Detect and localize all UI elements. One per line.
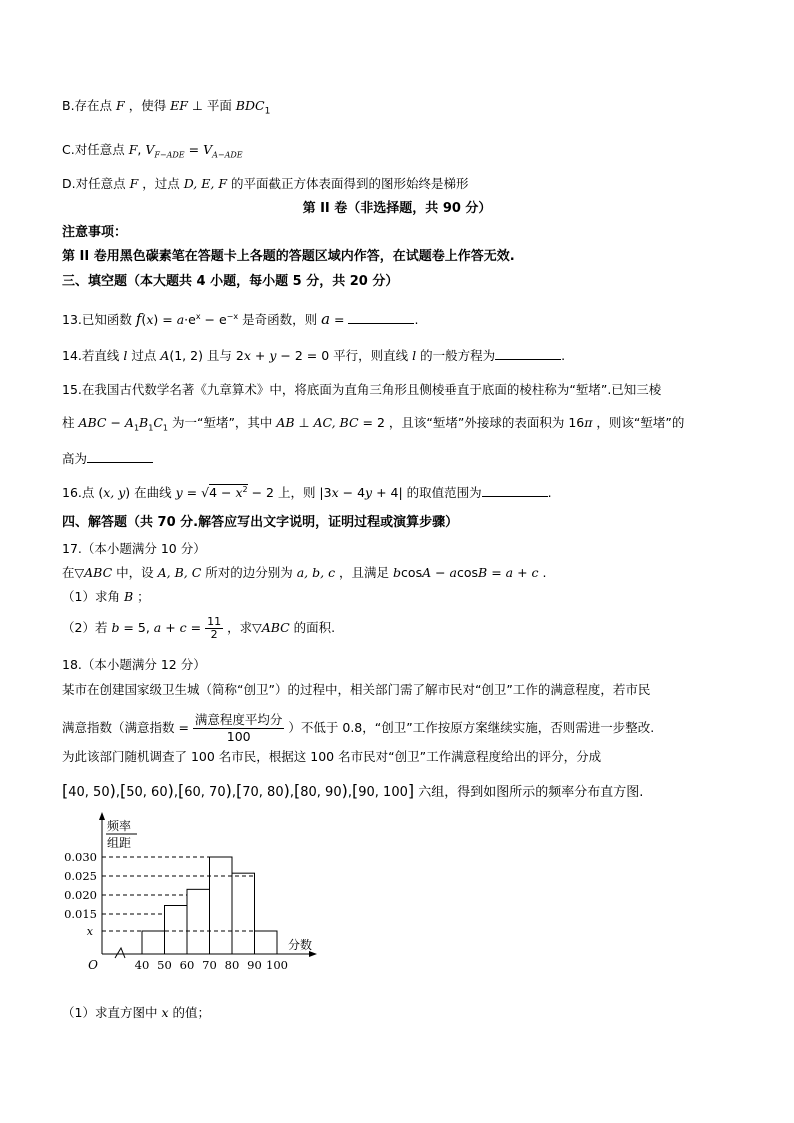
notice-body: 第 II 卷用黑色碳素笔在答题卡上各题的答题区域内作答，在试题卷上作答无效. bbox=[62, 249, 515, 264]
question-16: 16.点 (x, y) 在曲线 $y = √4 - x^2 - 2$ 上，则 |3x − 4y + 4| 的取值范围为 . bbox=[62, 485, 552, 501]
question-17-part2: （2）若 b = 5, a + c = $\frac{11}{2}$ ，求▽ABC 的面积. bbox=[62, 615, 336, 641]
question-18-part1: （1）求直方图中 x 的值； bbox=[62, 1005, 210, 1020]
x-tick-label: 90 bbox=[247, 958, 262, 972]
chart-bars bbox=[142, 857, 277, 954]
y-tick-label: 0.020 bbox=[64, 888, 97, 902]
section4-title: 四、解答题（共 70 分.解答应写出文字说明，证明过程或演算步骤） bbox=[62, 515, 459, 530]
histogram-bar-[90,100] bbox=[255, 931, 278, 954]
option-c: C.对任意点 F, $V_{F-ADE} = V_{A-ADE}$ bbox=[62, 142, 243, 160]
axis-break-mark bbox=[115, 948, 125, 958]
x-tick-label: 50 bbox=[157, 958, 172, 972]
y-axis-arrow bbox=[99, 812, 105, 820]
histogram-bar-[40,50) bbox=[142, 931, 165, 954]
x-tick-label: 80 bbox=[224, 958, 240, 972]
notice-title: 注意事项： bbox=[62, 225, 128, 240]
chart-guides bbox=[102, 857, 277, 931]
part2-title: 第 II 卷（非选择题，共 90 分） bbox=[302, 201, 492, 216]
x-tick-label: 60 bbox=[179, 958, 195, 972]
question-13: 13.已知函数 $f(x) = a\cdot e^x - e^{-x}$ 是奇函数，则 a = . bbox=[62, 310, 419, 329]
histogram-bar-[60,70) bbox=[187, 889, 210, 954]
chart-labels bbox=[64, 818, 312, 972]
y-axis-label-top: 频率 bbox=[107, 819, 132, 833]
y-tick-label: 0.025 bbox=[64, 869, 97, 883]
question-18-body3: 为此该部门随机调查了 100 名市民，根据这 100 名市民对“创卫”工作满意程度给出的评分，分成 bbox=[62, 749, 602, 764]
question-15-line2: 柱 ABC − $A_1B_1C_1$ 为一“堑堵”，其中 AB ⊥ AC, BC = 2 ，且该“堑堵”外接球的表面积为 16π ，则该“堑堵”的 bbox=[62, 415, 685, 433]
question-14: 14.若直线 l 过点 A(1, 2) 且与 2x + y − 2 = 0 平行，则直线 l 的一般方程为 . bbox=[62, 348, 566, 363]
question-18-header: 18.（本小题满分 12 分） bbox=[62, 657, 206, 672]
origin-label: O bbox=[88, 958, 98, 972]
question-17-part1: （1）求角 B ； bbox=[62, 589, 150, 604]
y-tick-label: 0.030 bbox=[64, 850, 97, 864]
x-axis-label: 分数 bbox=[288, 938, 313, 952]
frequency-histogram bbox=[55, 812, 335, 997]
question-17-body: 在▽ABC 中，设 A, B, C 所对的边分别为 a, b, c ，且满足 bcosA − acosB = a + c . bbox=[62, 565, 547, 580]
option-b: B.存在点 F ，使得 EF ⊥ 平面 $BDC_1$ bbox=[62, 98, 271, 117]
x-tick-label: 70 bbox=[202, 958, 217, 972]
question-17-header: 17.（本小题满分 10 分） bbox=[62, 541, 206, 556]
histogram-bar-[50,60) bbox=[165, 906, 188, 955]
question-15-line3: 高为 bbox=[62, 450, 153, 468]
y-tick-label: x bbox=[86, 925, 93, 938]
x-tick-label: 100 bbox=[266, 958, 288, 972]
histogram-bar-[80,90) bbox=[232, 873, 255, 954]
section3-title: 三、填空题（本大题共 4 小题，每小题 5 分，共 20 分） bbox=[62, 274, 399, 289]
question-18-body1: 某市在创建国家级卫生城（简称“创卫”）的过程中，相关部门需了解市民对“创卫”工作的满意程度，若市民 bbox=[62, 682, 651, 697]
y-tick-label: 0.015 bbox=[64, 907, 97, 921]
question-18-body2: 满意指数（满意指数 = $\frac{\text{满意程度平均分}}{100}$ ）不低于 0.8，“创卫”工作按原方案继续实施，否则需进一步整改. bbox=[62, 712, 655, 744]
histogram-bar-[70,80) bbox=[210, 857, 233, 954]
question-15-line1: 15.在我国古代数学名著《九章算术》中，将底面为直角三角形且侧棱垂直于底面的棱柱称为“堑堵”.已知三棱 bbox=[62, 382, 662, 397]
question-18-body4: [40, 50),[50, 60),[60, 70),[70, 80),[80, 90),[90, 100] 六组，得到如图所示的频率分布直方图. bbox=[62, 781, 644, 800]
x-tick-label: 40 bbox=[134, 958, 150, 972]
option-d: D.对任意点 F ，过点 D, E, F 的平面截正方体表面得到的图形始终是梯形 bbox=[62, 176, 469, 191]
y-axis-label-bottom: 组距 bbox=[107, 836, 132, 850]
